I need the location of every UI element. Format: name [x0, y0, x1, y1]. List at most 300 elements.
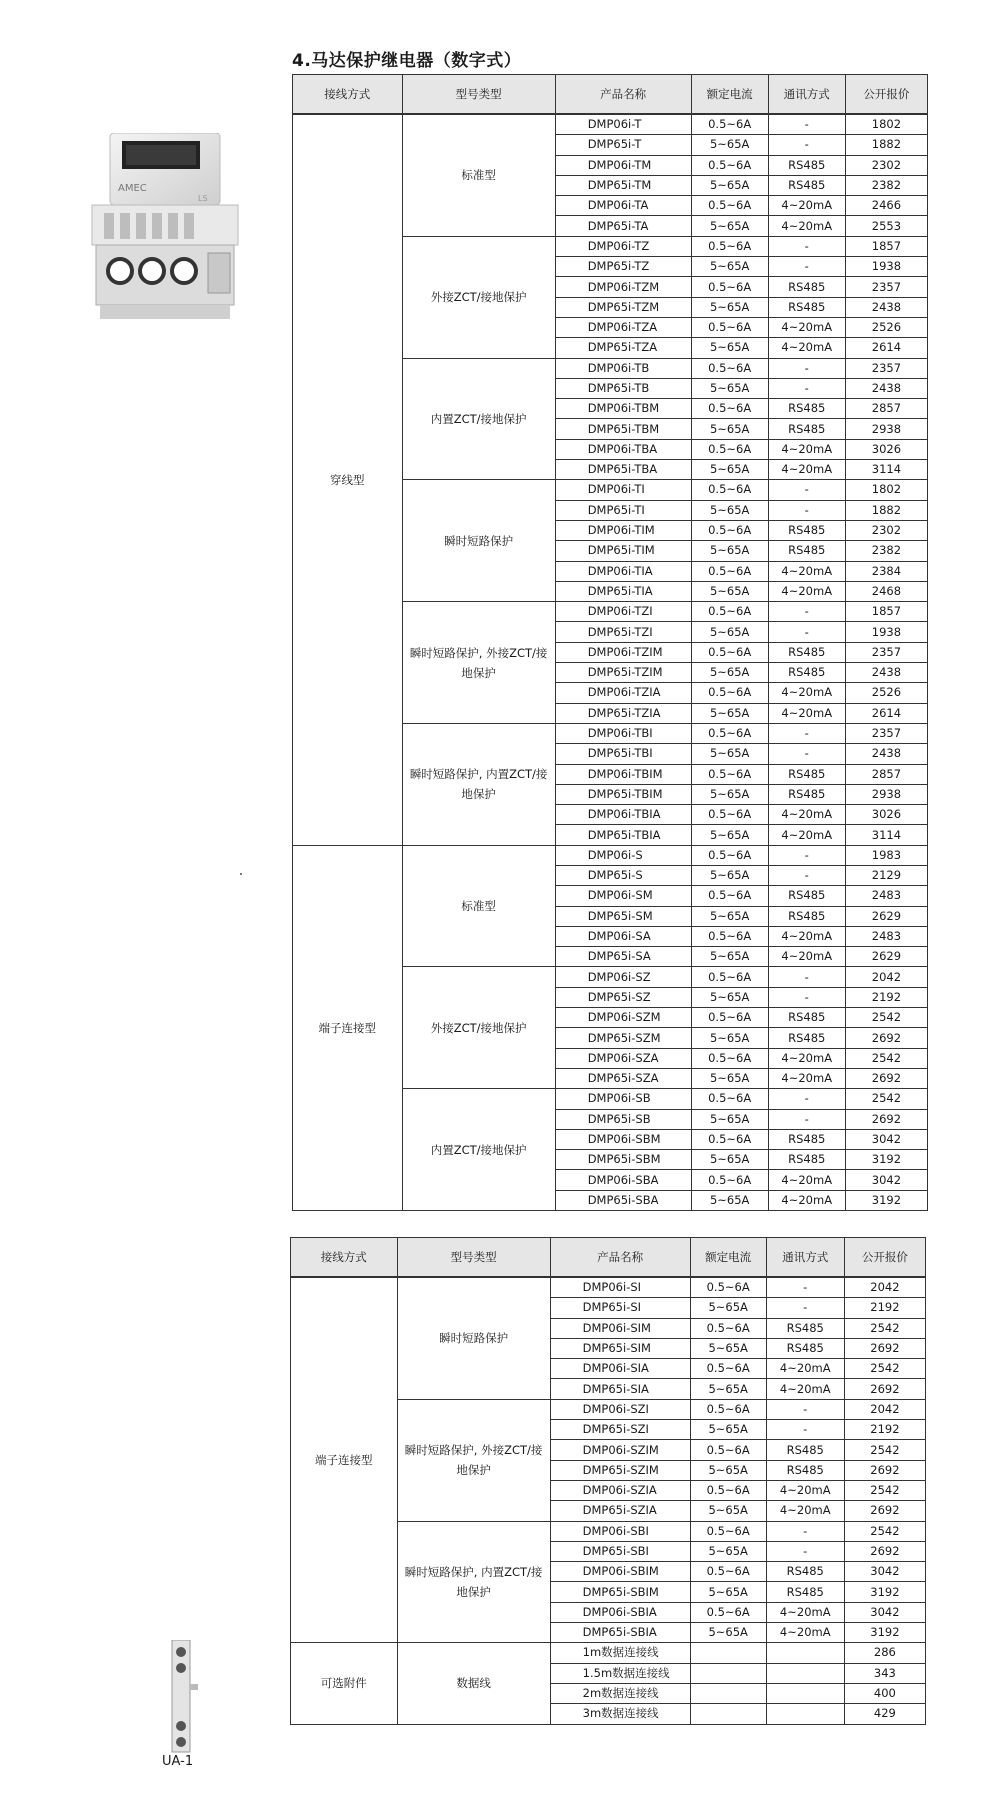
price-cell: 343	[844, 1663, 925, 1683]
rated-current-cell: 0.5~6A	[690, 1480, 766, 1500]
communication-cell: RS485	[768, 419, 845, 439]
communication-cell: 4~20mA	[768, 561, 845, 581]
price-cell: 2468	[845, 581, 927, 601]
price-cell: 2629	[845, 947, 927, 967]
communication-cell: 4~20mA	[768, 1170, 845, 1190]
product-name-cell: DMP06i-TBI	[555, 723, 691, 743]
price-cell: 2483	[845, 886, 927, 906]
price-cell: 2542	[844, 1440, 925, 1460]
communication-cell: -	[768, 236, 845, 256]
communication-cell: 4~20mA	[766, 1501, 844, 1521]
price-cell: 2357	[845, 358, 927, 378]
communication-cell: RS485	[768, 1129, 845, 1149]
communication-cell: -	[768, 865, 845, 885]
product-name-cell: DMP65i-S	[555, 865, 691, 885]
product-name-cell: DMP06i-SM	[555, 886, 691, 906]
product-name-cell: DMP06i-TZI	[555, 602, 691, 622]
rated-current-cell: 5~65A	[691, 1068, 768, 1088]
model-type-cell: 内置ZCT/接地保护	[402, 358, 555, 480]
communication-cell	[766, 1663, 844, 1683]
product-name-cell: DMP65i-TA	[555, 216, 691, 236]
price-cell: 2692	[844, 1338, 925, 1358]
column-header: 额定电流	[690, 1238, 766, 1278]
price-cell: 2357	[845, 723, 927, 743]
price-cell: 3042	[845, 1170, 927, 1190]
communication-cell: RS485	[768, 155, 845, 175]
communication-cell: -	[766, 1277, 844, 1298]
product-name-cell: DMP06i-TZA	[555, 317, 691, 337]
column-header: 公开报价	[845, 75, 927, 115]
price-cell: 2357	[845, 642, 927, 662]
communication-cell	[766, 1704, 844, 1724]
communication-cell: -	[768, 845, 845, 865]
product-name-cell: DMP06i-TBM	[555, 399, 691, 419]
communication-cell: -	[766, 1298, 844, 1318]
price-cell: 2553	[845, 216, 927, 236]
accessory-label: UA-1	[162, 1754, 194, 1769]
product-name-cell: 2m数据连接线	[550, 1683, 690, 1703]
price-cell: 1882	[845, 500, 927, 520]
communication-cell: -	[768, 602, 845, 622]
rated-current-cell: 0.5~6A	[691, 399, 768, 419]
price-cell: 2042	[845, 967, 927, 987]
rated-current-cell: 0.5~6A	[690, 1359, 766, 1379]
relay-product-image	[90, 133, 240, 333]
column-header: 接线方式	[293, 75, 403, 115]
table-row	[293, 845, 928, 865]
rated-current-cell: 5~65A	[690, 1420, 766, 1440]
communication-cell: -	[768, 967, 845, 987]
product-name-cell: DMP06i-SBI	[550, 1521, 690, 1541]
product-name-cell: DMP06i-TZIA	[555, 683, 691, 703]
price-cell: 2692	[845, 1068, 927, 1088]
communication-cell: 4~20mA	[768, 460, 845, 480]
communication-cell: RS485	[766, 1318, 844, 1338]
rated-current-cell: 5~65A	[691, 1190, 768, 1210]
communication-cell: RS485	[768, 399, 845, 419]
product-name-cell: DMP65i-TZIA	[555, 703, 691, 723]
rated-current-cell: 5~65A	[690, 1298, 766, 1318]
price-cell: 2357	[845, 277, 927, 297]
communication-cell: 4~20mA	[768, 317, 845, 337]
price-cell: 2614	[845, 338, 927, 358]
price-cell: 2692	[844, 1501, 925, 1521]
product-name-cell: DMP65i-SBIA	[550, 1623, 690, 1643]
price-cell: 2129	[845, 865, 927, 885]
price-cell: 1882	[845, 135, 927, 155]
communication-cell: RS485	[766, 1460, 844, 1480]
wiring-method-cell: 可选附件	[291, 1643, 398, 1724]
rated-current-cell: 0.5~6A	[691, 155, 768, 175]
rated-current-cell: 5~65A	[691, 297, 768, 317]
rated-current-cell: 0.5~6A	[691, 1129, 768, 1149]
product-name-cell: DMP65i-SZ	[555, 987, 691, 1007]
rated-current-cell: 0.5~6A	[690, 1399, 766, 1419]
model-type-cell: 瞬时短路保护, 外接ZCT/接地保护	[397, 1399, 550, 1521]
product-name-cell: 3m数据连接线	[550, 1704, 690, 1724]
price-cell: 2692	[844, 1460, 925, 1480]
rated-current-cell: 5~65A	[691, 1109, 768, 1129]
rated-current-cell: 0.5~6A	[691, 1089, 768, 1109]
communication-cell: -	[768, 358, 845, 378]
rated-current-cell: 5~65A	[690, 1541, 766, 1561]
communication-cell: RS485	[768, 642, 845, 662]
rated-current-cell: 5~65A	[691, 825, 768, 845]
product-name-cell: DMP65i-TBIA	[555, 825, 691, 845]
price-cell: 2526	[845, 317, 927, 337]
product-name-cell: DMP06i-SZI	[550, 1399, 690, 1419]
product-name-cell: DMP06i-SBA	[555, 1170, 691, 1190]
price-cell: 2382	[845, 541, 927, 561]
communication-cell: -	[768, 622, 845, 642]
price-cell: 3192	[845, 1190, 927, 1210]
rated-current-cell: 5~65A	[691, 987, 768, 1007]
rated-current-cell	[690, 1704, 766, 1724]
rated-current-cell	[690, 1683, 766, 1703]
product-name-cell: DMP65i-SIA	[550, 1379, 690, 1399]
rated-current-cell: 0.5~6A	[691, 926, 768, 946]
model-type-cell: 标准型	[402, 114, 555, 236]
model-type-cell: 数据线	[397, 1643, 550, 1724]
price-cell: 2857	[845, 764, 927, 784]
column-header: 额定电流	[691, 75, 768, 115]
product-name-cell: DMP06i-TA	[555, 196, 691, 216]
price-cell: 3114	[845, 460, 927, 480]
price-cell: 2192	[844, 1420, 925, 1440]
price-table-1	[292, 74, 928, 1211]
price-cell: 286	[844, 1643, 925, 1663]
model-type-cell: 外接ZCT/接地保护	[402, 967, 555, 1089]
communication-cell: RS485	[768, 1150, 845, 1170]
product-name-cell: DMP65i-TIM	[555, 541, 691, 561]
rated-current-cell: 0.5~6A	[691, 723, 768, 743]
rated-current-cell: 5~65A	[691, 947, 768, 967]
product-name-cell: DMP65i-TZ	[555, 257, 691, 277]
rated-current-cell: 5~65A	[691, 663, 768, 683]
communication-cell: RS485	[768, 764, 845, 784]
rated-current-cell: 0.5~6A	[691, 642, 768, 662]
column-header: 型号类型	[402, 75, 555, 115]
communication-cell: 4~20mA	[768, 947, 845, 967]
rated-current-cell: 5~65A	[691, 419, 768, 439]
price-cell: 2542	[845, 1008, 927, 1028]
communication-cell: RS485	[768, 520, 845, 540]
communication-cell: 4~20mA	[768, 196, 845, 216]
communication-cell: -	[766, 1420, 844, 1440]
rated-current-cell: 5~65A	[690, 1623, 766, 1643]
rated-current-cell: 5~65A	[691, 257, 768, 277]
rated-current-cell: 5~65A	[691, 622, 768, 642]
price-cell: 1938	[845, 622, 927, 642]
product-name-cell: DMP65i-TIA	[555, 581, 691, 601]
price-cell: 2857	[845, 399, 927, 419]
rated-current-cell: 5~65A	[690, 1460, 766, 1480]
product-name-cell: DMP06i-TIM	[555, 520, 691, 540]
communication-cell: -	[768, 744, 845, 764]
product-name-cell: DMP65i-SZA	[555, 1068, 691, 1088]
rated-current-cell: 0.5~6A	[691, 683, 768, 703]
product-name-cell: DMP65i-SBA	[555, 1190, 691, 1210]
communication-cell	[766, 1683, 844, 1703]
product-name-cell: DMP06i-TZIM	[555, 642, 691, 662]
column-header: 接线方式	[291, 1238, 398, 1278]
communication-cell: RS485	[768, 297, 845, 317]
product-name-cell: DMP65i-SB	[555, 1109, 691, 1129]
communication-cell: -	[768, 1109, 845, 1129]
product-name-cell: DMP65i-TZA	[555, 338, 691, 358]
communication-cell: 4~20mA	[768, 216, 845, 236]
price-cell: 3192	[844, 1582, 925, 1602]
column-header: 产品名称	[550, 1238, 690, 1278]
rated-current-cell: 0.5~6A	[691, 236, 768, 256]
product-name-cell: 1.5m数据连接线	[550, 1663, 690, 1683]
rated-current-cell: 0.5~6A	[690, 1602, 766, 1622]
product-name-cell: DMP65i-TBIM	[555, 784, 691, 804]
communication-cell: -	[768, 378, 845, 398]
product-name-cell: DMP06i-SI	[550, 1277, 690, 1298]
product-name-cell: DMP06i-TIA	[555, 561, 691, 581]
price-cell: 1857	[845, 236, 927, 256]
rated-current-cell: 0.5~6A	[691, 114, 768, 135]
communication-cell: 4~20mA	[768, 439, 845, 459]
rated-current-cell: 0.5~6A	[691, 764, 768, 784]
model-type-cell: 瞬时短路保护	[402, 480, 555, 602]
price-cell: 2692	[844, 1379, 925, 1399]
product-name-cell: DMP65i-TBM	[555, 419, 691, 439]
rated-current-cell: 0.5~6A	[690, 1440, 766, 1460]
product-name-cell: DMP65i-SZI	[550, 1420, 690, 1440]
model-type-cell: 标准型	[402, 845, 555, 967]
rated-current-cell: 5~65A	[691, 703, 768, 723]
product-name-cell: DMP65i-TZI	[555, 622, 691, 642]
price-table-2	[290, 1237, 926, 1725]
price-cell: 1983	[845, 845, 927, 865]
rated-current-cell: 5~65A	[691, 500, 768, 520]
price-cell: 3042	[844, 1602, 925, 1622]
product-name-cell: DMP65i-TB	[555, 378, 691, 398]
communication-cell: RS485	[768, 1008, 845, 1028]
communication-cell: 4~20mA	[768, 581, 845, 601]
price-cell: 2526	[845, 683, 927, 703]
product-name-cell: DMP06i-SIA	[550, 1359, 690, 1379]
rated-current-cell: 0.5~6A	[691, 845, 768, 865]
rated-current-cell: 5~65A	[690, 1338, 766, 1358]
column-header: 通讯方式	[766, 1238, 844, 1278]
price-cell: 2692	[845, 1028, 927, 1048]
product-name-cell: DMP65i-SM	[555, 906, 691, 926]
product-name-cell: DMP65i-TI	[555, 500, 691, 520]
product-name-cell: DMP06i-TI	[555, 480, 691, 500]
rated-current-cell: 0.5~6A	[691, 358, 768, 378]
price-cell: 2542	[844, 1480, 925, 1500]
price-cell: 2542	[844, 1521, 925, 1541]
column-header: 型号类型	[397, 1238, 550, 1278]
product-name-cell: DMP06i-SBM	[555, 1129, 691, 1149]
product-name-cell: DMP06i-TZ	[555, 236, 691, 256]
product-name-cell: DMP06i-SBIM	[550, 1562, 690, 1582]
communication-cell: 4~20mA	[768, 825, 845, 845]
model-type-cell: 瞬时短路保护, 外接ZCT/接地保护	[402, 602, 555, 724]
product-name-cell: DMP06i-SZA	[555, 1048, 691, 1068]
product-name-cell: DMP06i-SBIA	[550, 1602, 690, 1622]
table-row	[291, 1277, 926, 1298]
product-name-cell: DMP65i-SBIM	[550, 1582, 690, 1602]
rated-current-cell: 5~65A	[691, 378, 768, 398]
communication-cell: 4~20mA	[766, 1480, 844, 1500]
communication-cell: RS485	[768, 175, 845, 195]
model-type-cell: 外接ZCT/接地保护	[402, 236, 555, 358]
product-name-cell: DMP65i-TBI	[555, 744, 691, 764]
communication-cell: RS485	[766, 1582, 844, 1602]
price-cell: 3192	[845, 1150, 927, 1170]
price-cell: 1802	[845, 114, 927, 135]
price-cell: 2692	[845, 1109, 927, 1129]
brand-text: AMEC	[118, 183, 147, 194]
price-cell: 2466	[845, 196, 927, 216]
product-name-cell: DMP65i-SZIM	[550, 1460, 690, 1480]
price-cell: 2042	[844, 1399, 925, 1419]
product-name-cell: DMP06i-SZM	[555, 1008, 691, 1028]
communication-cell: -	[768, 1089, 845, 1109]
product-name-cell: DMP06i-TBIM	[555, 764, 691, 784]
price-cell: 1802	[845, 480, 927, 500]
rated-current-cell: 5~65A	[691, 541, 768, 561]
rated-current-cell: 5~65A	[691, 216, 768, 236]
price-cell: 3026	[845, 439, 927, 459]
communication-cell: RS485	[768, 784, 845, 804]
rated-current-cell: 0.5~6A	[691, 439, 768, 459]
rated-current-cell: 0.5~6A	[691, 317, 768, 337]
product-name-cell: DMP65i-SIM	[550, 1338, 690, 1358]
communication-cell: 4~20mA	[768, 703, 845, 723]
price-cell: 2302	[845, 155, 927, 175]
rated-current-cell: 5~65A	[690, 1501, 766, 1521]
communication-cell: 4~20mA	[768, 683, 845, 703]
price-cell: 3192	[844, 1623, 925, 1643]
rated-current-cell	[690, 1643, 766, 1663]
communication-cell: 4~20mA	[766, 1623, 844, 1643]
communication-cell: 4~20mA	[766, 1602, 844, 1622]
rated-current-cell: 5~65A	[691, 1028, 768, 1048]
product-name-cell: DMP06i-T	[555, 114, 691, 135]
product-name-cell: DMP65i-TBA	[555, 460, 691, 480]
communication-cell: 4~20mA	[768, 805, 845, 825]
table-header-row	[291, 1238, 926, 1278]
product-name-cell: 1m数据连接线	[550, 1643, 690, 1663]
rated-current-cell: 0.5~6A	[691, 196, 768, 216]
model-type-cell: 瞬时短路保护, 内置ZCT/接地保护	[402, 723, 555, 845]
communication-cell: RS485	[768, 541, 845, 561]
wiring-method-cell: 穿线型	[293, 114, 403, 845]
price-cell: 2938	[845, 784, 927, 804]
price-cell: 3042	[844, 1562, 925, 1582]
column-header: 产品名称	[555, 75, 691, 115]
communication-cell: 4~20mA	[768, 338, 845, 358]
price-cell: 400	[844, 1683, 925, 1703]
communication-cell: RS485	[766, 1440, 844, 1460]
product-name-cell: DMP65i-TZM	[555, 297, 691, 317]
product-name-cell: DMP06i-SZIM	[550, 1440, 690, 1460]
rated-current-cell: 0.5~6A	[691, 561, 768, 581]
price-cell: 2438	[845, 744, 927, 764]
rated-current-cell: 0.5~6A	[691, 1170, 768, 1190]
product-name-cell: DMP06i-TM	[555, 155, 691, 175]
price-cell: 2192	[845, 987, 927, 1007]
rated-current-cell: 5~65A	[691, 865, 768, 885]
communication-cell: -	[766, 1541, 844, 1561]
product-name-cell: DMP65i-TM	[555, 175, 691, 195]
model-type-cell: 内置ZCT/接地保护	[402, 1089, 555, 1211]
rated-current-cell: 0.5~6A	[690, 1562, 766, 1582]
product-name-cell: DMP06i-TBIA	[555, 805, 691, 825]
product-name-cell: DMP65i-SA	[555, 947, 691, 967]
rated-current-cell: 5~65A	[691, 175, 768, 195]
communication-cell: -	[768, 987, 845, 1007]
product-name-cell: DMP65i-SZIA	[550, 1501, 690, 1521]
communication-cell: 4~20mA	[768, 1048, 845, 1068]
communication-cell: 4~20mA	[768, 1190, 845, 1210]
price-cell: 3026	[845, 805, 927, 825]
column-header: 公开报价	[844, 1238, 925, 1278]
rated-current-cell: 5~65A	[690, 1582, 766, 1602]
communication-cell: RS485	[768, 277, 845, 297]
rated-current-cell: 5~65A	[691, 744, 768, 764]
rated-current-cell: 0.5~6A	[691, 805, 768, 825]
product-name-cell: DMP06i-SIM	[550, 1318, 690, 1338]
communication-cell: 4~20mA	[766, 1379, 844, 1399]
product-name-cell: DMP65i-T	[555, 135, 691, 155]
rated-current-cell: 0.5~6A	[690, 1277, 766, 1298]
communication-cell: -	[766, 1521, 844, 1541]
price-cell: 2483	[845, 926, 927, 946]
communication-cell: -	[768, 480, 845, 500]
table-row	[291, 1643, 926, 1663]
product-name-cell: DMP06i-SB	[555, 1089, 691, 1109]
rated-current-cell: 5~65A	[690, 1379, 766, 1399]
communication-cell: RS485	[766, 1338, 844, 1358]
model-type-cell: 瞬时短路保护	[397, 1277, 550, 1399]
communication-cell: -	[768, 500, 845, 520]
rated-current-cell: 5~65A	[691, 906, 768, 926]
communication-cell: 4~20mA	[768, 926, 845, 946]
price-cell: 2614	[845, 703, 927, 723]
accessory-ua1-image	[168, 1640, 198, 1760]
communication-cell: RS485	[766, 1562, 844, 1582]
price-cell: 2542	[844, 1318, 925, 1338]
rated-current-cell: 0.5~6A	[691, 602, 768, 622]
table-header-row	[293, 75, 928, 115]
product-name-cell: DMP65i-SBM	[555, 1150, 691, 1170]
product-name-cell: DMP06i-TZM	[555, 277, 691, 297]
communication-cell: -	[768, 257, 845, 277]
price-cell: 2042	[844, 1277, 925, 1298]
rated-current-cell: 0.5~6A	[691, 886, 768, 906]
wiring-method-cell: 端子连接型	[291, 1277, 398, 1643]
product-name-cell: DMP65i-SBI	[550, 1541, 690, 1561]
price-cell: 2438	[845, 297, 927, 317]
wiring-method-cell: 端子连接型	[293, 845, 403, 1210]
page-title: 4.马达保护继电器（数字式）	[292, 51, 522, 71]
price-cell: 2692	[844, 1541, 925, 1561]
rated-current-cell: 5~65A	[691, 1150, 768, 1170]
product-name-cell: DMP65i-SI	[550, 1298, 690, 1318]
price-cell: 2938	[845, 419, 927, 439]
price-cell: 2542	[845, 1048, 927, 1068]
rated-current-cell: 5~65A	[691, 581, 768, 601]
price-cell: 2302	[845, 520, 927, 540]
rated-current-cell: 5~65A	[691, 784, 768, 804]
rated-current-cell: 5~65A	[691, 135, 768, 155]
